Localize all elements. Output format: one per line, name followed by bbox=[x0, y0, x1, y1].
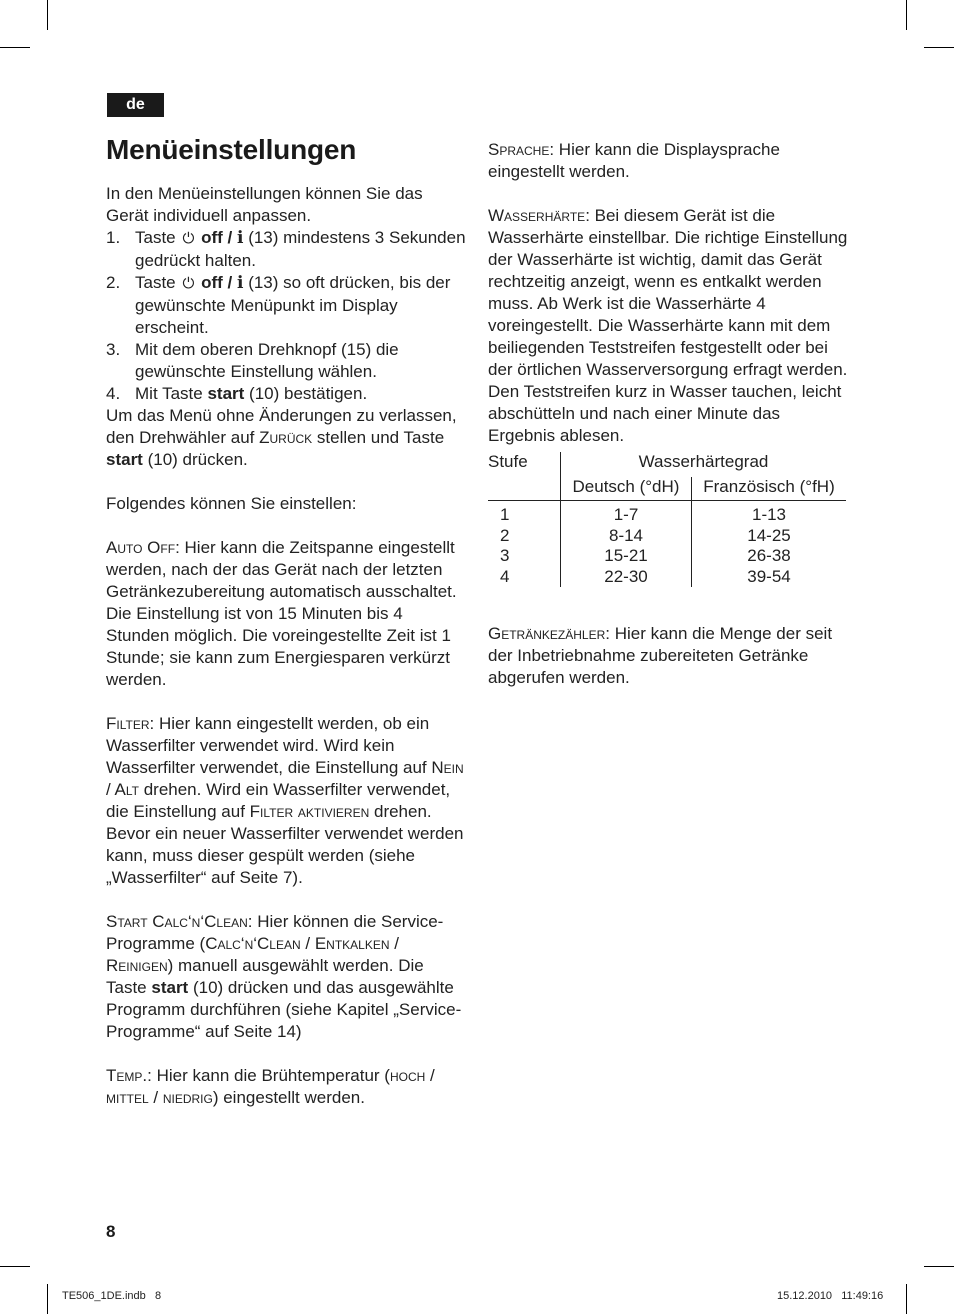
auto-off-paragraph: Auto Off: Hier kann die Zeitspanne eingestellt werden, nach der das Gerät nach der letzten Getränkezubereitung automatisch ausschaltet. Die Einstellung ist von 15 Minuten bis 4 Stunden möglich. Die voreingestellte Zeit ist 1 Stunde; sie kann zum Energiesparen verkürzt werden. bbox=[106, 538, 457, 689]
header-wasserhaertegrad: Wasserhärtegrad bbox=[561, 452, 847, 477]
footer-file-info: TE506_1DE.indb 8 bbox=[62, 1290, 162, 1302]
options-intro: Folgendes können Sie einstellen: bbox=[106, 494, 357, 513]
list-item: 4. Mit Taste start (10) bestätigen. bbox=[106, 384, 368, 403]
language-tab: de bbox=[107, 93, 164, 117]
crop-mark bbox=[924, 1266, 954, 1267]
footer-date-info: 15.12.2010 11:49:16 bbox=[777, 1290, 884, 1302]
steps-list bbox=[106, 227, 466, 405]
header-deutsch: Deutsch (°dH) bbox=[561, 477, 692, 501]
crop-mark bbox=[924, 47, 954, 48]
key-label: off / ℹ bbox=[201, 228, 244, 247]
getraenkezaehler-paragraph: Getränkezähler: Hier kann die Menge der seit der Inbetriebnahme zubereiteten Getränke abgerufen werden. bbox=[488, 624, 833, 687]
sprache-paragraph: Sprache: Hier kann die Displaysprache eingestellt werden. bbox=[488, 140, 780, 181]
page-number: 8 bbox=[106, 1222, 116, 1241]
header-franzoesisch: Französisch (°fH) bbox=[692, 477, 847, 501]
key-label: off / ℹ bbox=[201, 273, 244, 292]
table-row: 4 22-30 39-54 bbox=[488, 567, 846, 588]
left-column bbox=[106, 183, 466, 1109]
crop-mark bbox=[0, 1266, 30, 1267]
crop-mark bbox=[0, 47, 30, 48]
crop-mark bbox=[47, 0, 48, 30]
list-item: 1. Taste ⏻ off / ℹ (13) mindestens 3 Sekunden gedrückt halten. bbox=[106, 228, 466, 270]
key-label: start bbox=[207, 384, 245, 403]
crop-mark bbox=[906, 1284, 907, 1314]
list-item: 3. Mit dem oberen Drehknopf (15) die gewünschte Einstellung wählen. bbox=[106, 340, 399, 381]
header-stufe: Stufe bbox=[488, 452, 528, 471]
water-hardness-table bbox=[488, 452, 846, 587]
right-column bbox=[488, 139, 850, 689]
teststreifen-paragraph: Den Teststreifen kurz in Wasser tauchen, leicht abschütteln und nach einer Minute das Ergebnis ablesen. bbox=[488, 382, 842, 445]
filter-paragraph: Filter: Hier kann eingestellt werden, ob ein Wasserfilter verwendet wird. Wird kein Wasserfilter verwendet, die Einstellung auf Nein / Alt drehen. Wird ein Wasserfilter verwendet, die Einstellung auf Filter aktivieren drehen. Bevor ein neuer Wasserfilter verwendet werden kann, muss dieser gespült werden (siehe „Wasserfilter“ auf Seite 7). bbox=[106, 714, 464, 887]
list-item: 2. Taste ⏻ off / ℹ (13) so oft drücken, bis der gewünschte Menüpunkt im Display erscheint. bbox=[106, 273, 451, 337]
crop-mark bbox=[906, 0, 907, 30]
wasserhaerte-paragraph: Wasserhärte: Bei diesem Gerät ist die Wasserhärte einstellbar. Die richtige Einstellung der Wasserhärte ist wichtig, damit das Gerät rechtzeitig anzeigt, wenn es entkalkt werden muss. Ab Werk ist die Wasserhärte 4 voreingestellt. Die Wasserhärte kann mit dem beiliegenden Teststreifen festgestellt oder bei der örtlichen Wasserversorgung erfragt werden. bbox=[488, 206, 848, 379]
power-icon: ⏻ bbox=[182, 275, 195, 292]
temp-paragraph: Temp.: Hier kann die Brühtemperatur (hoch / mittel / niedrig) eingestellt werden. bbox=[106, 1066, 435, 1107]
table-row: 3 15-21 26-38 bbox=[488, 546, 846, 567]
table-row: 2 8-14 14-25 bbox=[488, 526, 846, 547]
power-icon: ⏻ bbox=[182, 230, 195, 247]
exit-paragraph: Um das Menü ohne Änderungen zu verlassen, den Drehwähler auf Zurück stellen und Taste start (10) drücken. bbox=[106, 406, 457, 469]
calc-n-clean-paragraph: Start Calc‘n‘Clean: Hier können die Service-Programme (Calc‘n‘Clean / Entkalken / Reinigen) manuell ausgewählt werden. Die Taste start (10) drücken und das ausgewählte Programm durchführen (siehe Kapitel „Service-Programme“ auf Seite 14) bbox=[106, 912, 462, 1041]
crop-mark bbox=[47, 1284, 48, 1314]
page-title: Menüeinstellungen bbox=[106, 134, 357, 165]
intro-paragraph: In den Menüeinstellungen können Sie das Gerät individuell anpassen. bbox=[106, 184, 423, 225]
table-row: 1 1-7 1-13 bbox=[488, 501, 846, 526]
